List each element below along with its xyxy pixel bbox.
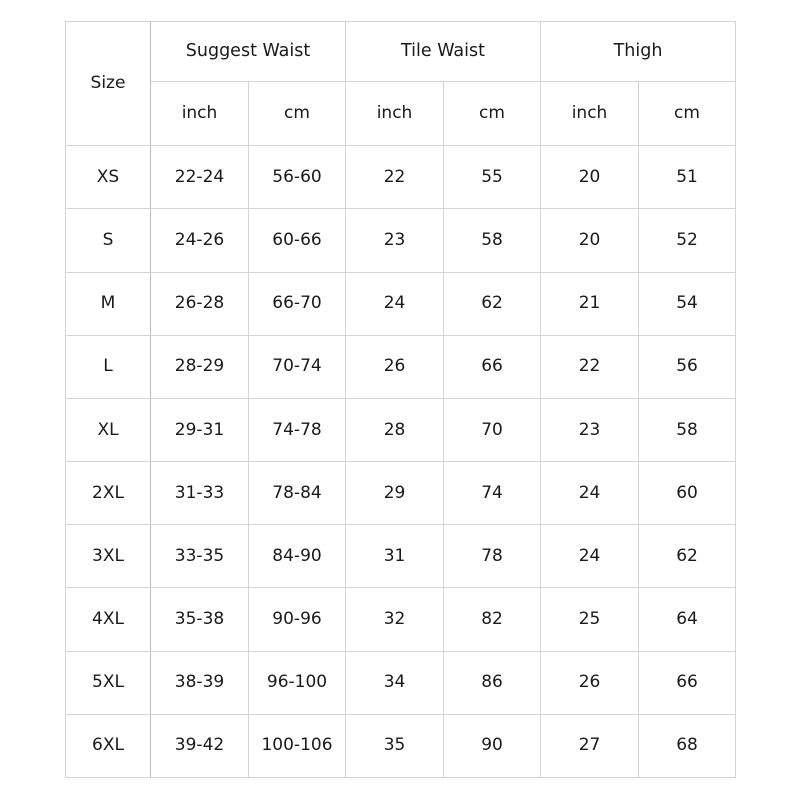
- tile-waist-cm-cell: 55: [444, 146, 541, 209]
- waist-inch-cell: 26-28: [151, 272, 249, 335]
- tile-waist-cm-cell: 74: [444, 462, 541, 525]
- waist-inch-cell: 35-38: [151, 588, 249, 651]
- waist-cm-cell: 78-84: [249, 462, 346, 525]
- waist-cm-cell: 90-96: [249, 588, 346, 651]
- unit-header-cell: inch: [346, 82, 444, 146]
- waist-cm-cell: 70-74: [249, 335, 346, 398]
- tile-waist-inch-cell: 22: [346, 146, 444, 209]
- size-cell: 2XL: [66, 462, 151, 525]
- tile-waist-cm-cell: 90: [444, 714, 541, 777]
- waist-cm-cell: 74-78: [249, 398, 346, 461]
- waist-cm-cell: 66-70: [249, 272, 346, 335]
- waist-inch-cell: 31-33: [151, 462, 249, 525]
- table-row: [66, 714, 736, 777]
- thigh-inch-cell: 21: [541, 272, 639, 335]
- waist-inch-cell: 38-39: [151, 651, 249, 714]
- waist-inch-cell: 24-26: [151, 209, 249, 272]
- tile-waist-cm-cell: 82: [444, 588, 541, 651]
- thigh-cm-cell: 62: [639, 525, 736, 588]
- tile-waist-inch-cell: 24: [346, 272, 444, 335]
- thigh-cm-cell: 56: [639, 335, 736, 398]
- tile-waist-inch-cell: 32: [346, 588, 444, 651]
- table-row: [66, 462, 736, 525]
- thigh-cm-cell: 66: [639, 651, 736, 714]
- size-cell: XL: [66, 398, 151, 461]
- thigh-cm-cell: 54: [639, 272, 736, 335]
- size-cell: 5XL: [66, 651, 151, 714]
- table-row: [66, 272, 736, 335]
- tile-waist-inch-cell: 31: [346, 525, 444, 588]
- tile-waist-inch-cell: 34: [346, 651, 444, 714]
- tile-waist-cm-cell: 78: [444, 525, 541, 588]
- thigh-inch-cell: 24: [541, 462, 639, 525]
- tile-waist-cm-cell: 58: [444, 209, 541, 272]
- table-row: [66, 146, 736, 209]
- waist-inch-cell: 39-42: [151, 714, 249, 777]
- size-header: Size: [66, 22, 151, 146]
- unit-header-cell: cm: [639, 82, 736, 146]
- unit-header-row: [66, 82, 736, 146]
- size-cell: S: [66, 209, 151, 272]
- unit-header-cell: cm: [249, 82, 346, 146]
- table-row: [66, 398, 736, 461]
- group-header-row: [66, 22, 736, 82]
- waist-cm-cell: 56-60: [249, 146, 346, 209]
- table-row: [66, 525, 736, 588]
- thigh-inch-cell: 20: [541, 146, 639, 209]
- size-cell: 6XL: [66, 714, 151, 777]
- waist-cm-cell: 100-106: [249, 714, 346, 777]
- tile-waist-inch-cell: 26: [346, 335, 444, 398]
- group-header-thigh: Thigh: [541, 22, 736, 82]
- thigh-inch-cell: 26: [541, 651, 639, 714]
- thigh-inch-cell: 23: [541, 398, 639, 461]
- unit-header-cell: cm: [444, 82, 541, 146]
- table-row: [66, 588, 736, 651]
- tile-waist-inch-cell: 29: [346, 462, 444, 525]
- size-cell: XS: [66, 146, 151, 209]
- table-row: [66, 209, 736, 272]
- tile-waist-inch-cell: 23: [346, 209, 444, 272]
- table-row: [66, 651, 736, 714]
- thigh-cm-cell: 64: [639, 588, 736, 651]
- size-cell: L: [66, 335, 151, 398]
- tile-waist-inch-cell: 28: [346, 398, 444, 461]
- unit-header-cell: inch: [541, 82, 639, 146]
- waist-inch-cell: 33-35: [151, 525, 249, 588]
- tile-waist-cm-cell: 66: [444, 335, 541, 398]
- tile-waist-cm-cell: 70: [444, 398, 541, 461]
- thigh-inch-cell: 22: [541, 335, 639, 398]
- waist-inch-cell: 22-24: [151, 146, 249, 209]
- waist-cm-cell: 96-100: [249, 651, 346, 714]
- thigh-cm-cell: 52: [639, 209, 736, 272]
- waist-inch-cell: 29-31: [151, 398, 249, 461]
- table-row: [66, 335, 736, 398]
- thigh-cm-cell: 68: [639, 714, 736, 777]
- waist-cm-cell: 60-66: [249, 209, 346, 272]
- size-cell: 3XL: [66, 525, 151, 588]
- waist-cm-cell: 84-90: [249, 525, 346, 588]
- group-header-suggest-waist: Suggest Waist: [151, 22, 346, 82]
- thigh-inch-cell: 24: [541, 525, 639, 588]
- waist-inch-cell: 28-29: [151, 335, 249, 398]
- thigh-cm-cell: 60: [639, 462, 736, 525]
- tile-waist-cm-cell: 86: [444, 651, 541, 714]
- thigh-inch-cell: 27: [541, 714, 639, 777]
- group-header-tile-waist: Tile Waist: [346, 22, 541, 82]
- size-cell: 4XL: [66, 588, 151, 651]
- size-cell: M: [66, 272, 151, 335]
- size-chart-table: [65, 21, 736, 778]
- thigh-inch-cell: 20: [541, 209, 639, 272]
- thigh-inch-cell: 25: [541, 588, 639, 651]
- thigh-cm-cell: 51: [639, 146, 736, 209]
- thigh-cm-cell: 58: [639, 398, 736, 461]
- tile-waist-inch-cell: 35: [346, 714, 444, 777]
- unit-header-cell: inch: [151, 82, 249, 146]
- tile-waist-cm-cell: 62: [444, 272, 541, 335]
- size-chart-body: [66, 22, 736, 778]
